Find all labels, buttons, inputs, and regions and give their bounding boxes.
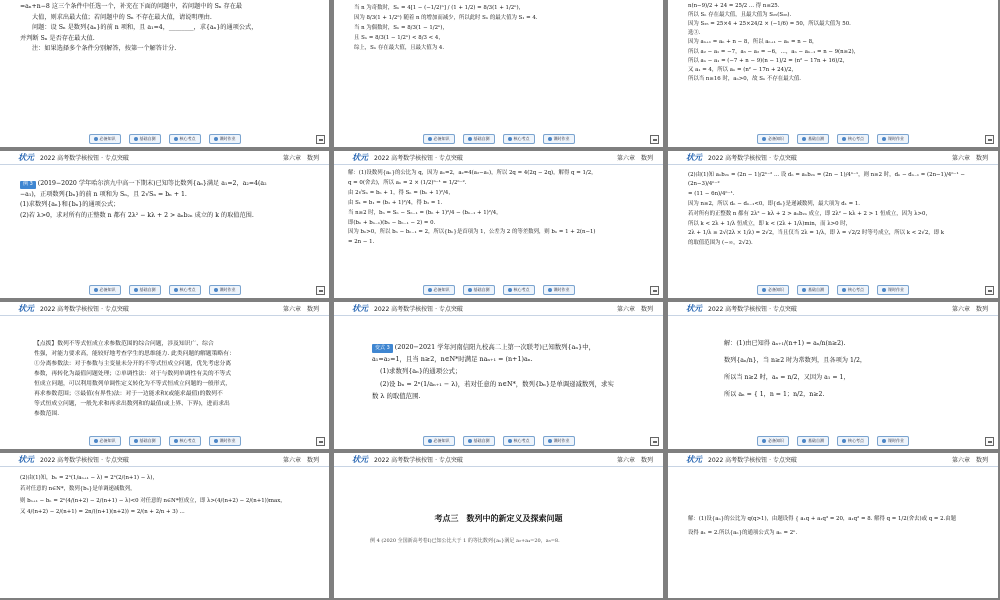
slide-2[interactable] [334, 0, 665, 149]
slide-6[interactable] [668, 151, 1000, 300]
example-tag: 例 3 [20, 181, 36, 189]
footer-button[interactable]: 必备知识 [757, 285, 789, 295]
bullet-icon [134, 439, 138, 443]
footer-button[interactable]: 基础自测 [797, 285, 829, 295]
text-line: 数 λ 的取值范围. [372, 391, 421, 400]
text-line: 又 4/(n+2) − 2/(n+1) = 2n/((n+1)(n+2)) = 2/(n + 2/n + 3) ... [20, 508, 185, 515]
bullet-icon [94, 288, 98, 292]
bullet-icon [802, 288, 806, 292]
text-line: 且 Sₙ = 8/3(1 − 1/2ⁿ) < 8/3 < 4， [354, 34, 444, 41]
text-line: 所以当 n≥16 时，aₙ>0，故 Sₙ 不存在最大值. [688, 75, 802, 82]
brand-logo: 状元 [18, 304, 34, 313]
text-line: (2)由(1)知，bₙ = 2ⁿ(1/aₙ₊₁ − λ) = 2ⁿ(2/(n+1) − λ)， [20, 475, 158, 481]
header-chapter: 第六章 数列 [282, 457, 319, 464]
text-line: 数列{aₙ/n}，当 n≥2 时为常数列，且各项为 1/2， [724, 357, 867, 365]
slide-9[interactable] [668, 302, 1000, 451]
footer-button[interactable]: 必备知识 [423, 134, 455, 144]
return-icon[interactable] [650, 135, 659, 144]
text-line: 当 n 为偶数时，Sₙ = 8/3(1 − 1/2ⁿ)， [354, 24, 448, 31]
text-line: 并判断 Sₙ 是否存在最大值. [20, 34, 95, 42]
header-title: 2022 高考数学核按钮 · 专点突破 [40, 306, 129, 313]
text-line: 例 3 (2019−2020 学年哈尔滨九中高一下期末)已知等比数列{aₙ}满足 a₁=2，a₂=4(a₂ [20, 179, 315, 189]
bullet-icon [508, 288, 512, 292]
slide-4[interactable] [0, 151, 331, 300]
text-line: =aₙ+n−8 这三个条件中任选一个，补充在下面的问题中，若问题中的 Sₙ 存在最 [20, 3, 243, 10]
text-line: 则 bₙ₊₁ − bₙ = 2ⁿ(4/(n+2) − 2/(n+1) − λ)<0 对任意的 n∈N*恒成立，即 λ>(4/(n+2) − 2/(n+1))max， [20, 497, 286, 504]
bullet-icon [548, 137, 552, 141]
footer-button[interactable]: 课时作业 [877, 285, 909, 295]
bullet-icon [548, 288, 552, 292]
footer-button[interactable]: 课时作业 [209, 134, 241, 144]
text-line: 例 4 (2020 全国新高考卷Ⅰ)已知公比大于 1 的等比数列{aₙ}满足 a₂+a₄=20，a₃=8. [370, 538, 560, 544]
text-line: 因为 aₙ₊₁ = aₙ + n − 8，所以 aₙ₊₁ − aₙ = n − 8， [688, 39, 818, 46]
footer-button[interactable]: 核心考点 [169, 436, 201, 446]
slide-footer [0, 282, 329, 298]
slide-footer [0, 433, 329, 449]
bullet-icon [762, 439, 766, 443]
bullet-icon [428, 137, 432, 141]
text-line: 问题：设 Sₙ 是数列{aₙ}的前 n 项和，且 a₁=4，________，求{aₙ}的通项公式， [32, 24, 258, 32]
brand-logo: 状元 [18, 455, 34, 464]
footer-button[interactable]: 课时作业 [543, 134, 575, 144]
bullet-icon [214, 137, 218, 141]
text-line: 若对任意的 n∈N*，数列{bₙ}是单调递减数列， [20, 486, 136, 493]
header-title: 2022 高考数学核按钮 · 专点突破 [374, 306, 463, 313]
text-line: 由 2√Sₙ = bₙ + 1，得 Sₙ = (bₙ + 1)²/4， [348, 189, 454, 196]
brand-logo: 状元 [352, 304, 368, 313]
text-line: 所以当 n≥2 时，aₙ = n/2，又因为 a₁ = 1， [724, 374, 850, 382]
text-line: 若对所有的正整数 n 都有 2λ² − kλ + 2 > aₙb₂ₙ 成立，即 2λ² − kλ + 2 > 1 恒成立，因为 λ>0， [688, 210, 931, 217]
bullet-icon [468, 137, 472, 141]
slide-body [348, 169, 649, 282]
footer-button[interactable]: 核心考点 [837, 436, 869, 446]
text-line: = (11 − 6n)/4ⁿ⁻¹. [688, 190, 735, 197]
header-title: 2022 高考数学核按钮 · 专点突破 [708, 306, 797, 313]
footer-button[interactable]: 必备知识 [423, 285, 455, 295]
return-icon[interactable] [316, 135, 325, 144]
footer-button[interactable]: 课时作业 [209, 436, 241, 446]
text-line: 因为 8/3(1 + 1/2ⁿ) 随着 n 的增加而减少，所以此时 Sₙ 的最大值为 S₁ = 4. [354, 14, 538, 21]
slide-10[interactable] [0, 453, 331, 600]
slide-1[interactable] [0, 0, 331, 149]
header-chapter: 第六章 数列 [282, 155, 319, 162]
bullet-icon [842, 137, 846, 141]
brand-logo: 状元 [686, 455, 702, 464]
slide-3[interactable] [668, 0, 1000, 149]
header-title: 2022 高考数学核按钮 · 专点突破 [40, 155, 129, 162]
bullet-icon [214, 288, 218, 292]
footer-button[interactable]: 基础自测 [129, 134, 161, 144]
text-line: 当 n≥2 时，bₙ = Sₙ − Sₙ₋₁ = (bₙ + 1)²/4 − (bₙ₋₁ + 1)²/4， [348, 209, 502, 216]
text-line: a₁=a₂=1，且当 n≥2，n∈N*时满足 naₙ₊₁ = (n+1)aₙ. [372, 355, 533, 364]
text-line: 因为 n≥2，所以 dₙ − dₙ₋₁<0，即{dₙ}是递减数列，最大项为 d₁ = 1. [688, 200, 861, 207]
header-title: 2022 高考数学核按钮 · 专点突破 [708, 457, 797, 464]
slide-footer [334, 131, 663, 147]
bullet-icon [94, 137, 98, 141]
footer-button[interactable]: 基础自测 [463, 134, 495, 144]
text-line: (1)求数列{aₙ}和{bₙ}的通项公式； [20, 201, 120, 209]
text-line: 大值，则求出最大值；若问题中的 Sₙ 不存在最大值，请说明理由. [32, 13, 212, 21]
footer-button[interactable]: 必备知识 [89, 436, 121, 446]
footer-button[interactable]: 课时作业 [543, 285, 575, 295]
header-chapter: 第六章 数列 [951, 155, 988, 162]
footer-button[interactable]: 基础自测 [463, 436, 495, 446]
footer-button[interactable]: 核心考点 [837, 134, 869, 144]
slide-footer [334, 282, 663, 298]
text-line: 等式恒成立问题，一般先求和再求出数列和的最值(或上界、下界)，进而求出 [34, 400, 230, 407]
footer-button[interactable]: 必备知识 [423, 436, 455, 446]
text-line: 所以 aₙ = { 1，n = 1；n/2，n≥2. [724, 391, 825, 399]
text-line: 即(bₙ + bₙ₋₁)(bₙ − bₙ₋₁ − 2) = 0. [348, 219, 436, 226]
text-line: 又 a₁ = 4，所以 aₙ = (n² − 17n + 24)/2， [688, 66, 797, 73]
footer-button[interactable]: 课时作业 [209, 285, 241, 295]
brand-logo: 状元 [686, 153, 702, 162]
bullet-icon [802, 439, 806, 443]
section-title: 考点三 数列中的新定义及探索问题 [434, 514, 563, 523]
text-line: 当 n 为奇数时，Sₙ = 4[1 − (−1/2)ⁿ] / (1 + 1/2) = 8/3(1 + 1/2ⁿ)， [354, 5, 525, 11]
text-line: 解：(1)设{aₙ}的公比为 q(q>1)，由题设得 { a₁q + a₁q³ = 20，a₁q² = 8. 解得 q = 1/2(舍去)或 q = 2.由题 [688, 516, 957, 522]
footer-button[interactable]: 核心考点 [503, 285, 535, 295]
bullet-icon [842, 439, 846, 443]
footer-button[interactable]: 核心考点 [169, 134, 201, 144]
bullet-icon [428, 439, 432, 443]
header-chapter: 第六章 数列 [616, 155, 653, 162]
text-line: 性强，对能力要求高，能较好地考查学生的思维能力. 此类问题的解题策略有： [34, 350, 235, 357]
bullet-icon [508, 439, 512, 443]
text-line: q = 0(舍去)，所以 aₙ = 2 × (1/2)ⁿ⁻¹ = 1/2ⁿ⁻². [348, 179, 467, 186]
return-icon[interactable] [650, 286, 659, 295]
text-line: n(n−9)/2 + 24 = 25/2 ... 得 n≤25. [688, 3, 780, 9]
text-line: 恒成立问题，可以利用数列单调性定义转化为不等式恒成立问题的一般形式， [34, 380, 232, 387]
brand-logo: 状元 [352, 153, 368, 162]
slide-8[interactable] [334, 302, 665, 451]
bullet-icon [214, 439, 218, 443]
slide-body [688, 2, 984, 131]
bullet-icon [508, 137, 512, 141]
return-icon[interactable] [316, 286, 325, 295]
footer-button[interactable]: 必备知识 [757, 436, 789, 446]
slide-body [20, 473, 315, 582]
text-line: 所以 a₂ − a₁ = −7，a₃ − a₂ = −6，…，aₙ − aₙ₋₁ = n − 9(n≥2)， [688, 48, 860, 55]
return-icon[interactable] [985, 135, 994, 144]
bullet-icon [468, 439, 472, 443]
bullet-icon [882, 137, 886, 141]
slide-footer [0, 131, 329, 147]
text-line: (2)由(1)知 aₙb₂ₙ = (2n − 1)/2ⁿ⁻² ... 设 dₙ = aₙb₂ₙ = (2n − 1)/4ⁿ⁻¹，则 n≥2 时，dₙ − dₙ₋₁ = (2n−1)/4ⁿ⁻¹ − (2n−3)/4ⁿ⁻² [688, 172, 965, 187]
slide-header [334, 453, 663, 467]
text-line: 因为 S₂₅ = 25×4 + 25×24/2 × (−1/6) = 50，所以最大值为 50. [688, 21, 851, 28]
return-icon[interactable] [985, 437, 994, 446]
footer-button[interactable]: 课时作业 [543, 436, 575, 446]
header-title: 2022 高考数学核按钮 · 专点突破 [374, 155, 463, 162]
slide-header [668, 453, 998, 467]
text-line: 选③. [688, 30, 701, 37]
slide-header [334, 302, 663, 316]
bullet-icon [174, 137, 178, 141]
return-icon[interactable] [650, 437, 659, 446]
text-line: ①分离参数法：对于参数与主变量未分开的不等式恒成立问题，优先考虑分离 [34, 360, 232, 367]
text-line: 综上，Sₙ 存在最大值，且最大值为 4. [354, 44, 445, 51]
text-line: 设得 a₁ = 2.所以{aₙ}的通项公式为 aₙ = 2ⁿ. [688, 529, 798, 536]
slide-header [0, 453, 329, 467]
return-icon[interactable] [985, 286, 994, 295]
slide-body [688, 513, 984, 582]
bullet-icon [762, 288, 766, 292]
slide-5[interactable] [334, 151, 665, 300]
header-title: 2022 高考数学核按钮 · 专点突破 [708, 155, 797, 162]
bullet-icon [802, 137, 806, 141]
text-line: 参数范围. [34, 410, 60, 417]
bullet-icon [134, 137, 138, 141]
bullet-icon [468, 288, 472, 292]
slide-header [668, 302, 998, 316]
return-icon[interactable] [316, 437, 325, 446]
bullet-icon [762, 137, 766, 141]
text-line: 所以 aₙ − a₁ = (−7 + n − 9)(n − 1)/2 = (n² − 17n + 16)/2， [688, 57, 849, 64]
text-line: 变式 3 (2020−2021 学年河南信阳九校高二上第一次联考)已知数列{aₙ}中， [372, 342, 649, 353]
footer-button[interactable]: 课时作业 [877, 134, 909, 144]
footer-button[interactable]: 核心考点 [169, 285, 201, 295]
slide-12[interactable] [668, 453, 1000, 600]
slide-body [20, 2, 315, 131]
footer-button[interactable]: 必备知识 [89, 285, 121, 295]
footer-button[interactable]: 核心考点 [503, 134, 535, 144]
slide-header [668, 151, 998, 165]
header-chapter: 第六章 数列 [951, 457, 988, 464]
slide-footer [668, 282, 998, 298]
slide-body [724, 336, 984, 433]
brand-logo: 状元 [352, 455, 368, 464]
text-line: (1)求数列{aₙ}的通项公式； [380, 367, 462, 376]
text-line: −a₁)，正项数列{bₙ}的前 n 项和为 Sₙ，且 2√Sₙ = bₙ + 1. [20, 190, 187, 198]
footer-button[interactable]: 必备知识 [757, 134, 789, 144]
bullet-icon [94, 439, 98, 443]
text-line: 因为 bₙ>0，所以 bₙ − bₙ₋₁ = 2，所以{bₙ}是首项为 1，公差为 2 的等差数列，则 bₙ = 1 + 2(n−1) [348, 229, 596, 236]
slide-7[interactable] [0, 302, 331, 451]
variant-tag: 变式 3 [372, 344, 393, 353]
footer-button[interactable]: 基础自测 [129, 436, 161, 446]
slide-body [688, 171, 984, 282]
bullet-icon [134, 288, 138, 292]
slide-footer [334, 433, 663, 449]
slide-header [334, 151, 663, 165]
brand-logo: 状元 [18, 153, 34, 162]
footer-button[interactable]: 基础自测 [797, 436, 829, 446]
header-title: 2022 高考数学核按钮 · 专点突破 [40, 457, 129, 464]
bullet-icon [174, 439, 178, 443]
bullet-icon [882, 439, 886, 443]
header-chapter: 第六章 数列 [616, 306, 653, 313]
slide-body [354, 4, 649, 131]
bullet-icon [174, 288, 178, 292]
text-line: 由 S₁ = b₁ = (b₁ + 1)²/4，得 b₁ = 1. [348, 199, 443, 206]
footer-button[interactable]: 必备知识 [89, 134, 121, 144]
header-chapter: 第六章 数列 [282, 306, 319, 313]
slide-11[interactable] [334, 453, 665, 600]
slide-header [0, 151, 329, 165]
text-line: = 2n − 1. [348, 239, 375, 246]
slide-header [0, 302, 329, 316]
text-line: 2λ + 1/λ ≥ 2√(2λ × 1/λ) = 2√2，当且仅当 2λ = 1/λ，即 λ = √2/2 时等号成立，所以 k < 2√2，即 k [688, 230, 945, 237]
text-line: 所以 Sₙ 存在最大值，且最大值为 S₂₅(S₂₆). [688, 12, 792, 19]
text-line: 【点拨】数列不等式恒成立求参数范围的综合问题，涉及知识广、综合 [34, 341, 214, 347]
slide-footer [668, 433, 998, 449]
text-line: 解：(1)设数列{aₙ}的公比为 q，因为 a₁=2，a₂=4(a₂−a₁)，所以 2q = 4(2q − 2q)，解得 q = 1/2， [348, 170, 597, 176]
footer-button[interactable]: 基础自测 [129, 285, 161, 295]
text-line: 的取值范围为 (−∞，2√2). [688, 240, 753, 247]
brand-logo: 状元 [686, 304, 702, 313]
footer-button[interactable]: 基础自测 [463, 285, 495, 295]
bullet-icon [842, 288, 846, 292]
footer-button[interactable]: 基础自测 [797, 134, 829, 144]
header-chapter: 第六章 数列 [951, 306, 988, 313]
slide-body [372, 342, 649, 433]
bullet-icon [882, 288, 886, 292]
text-line: 参数，再转化为最值问题处理；②单调性法：对于与数列单调性有关的不等式 [34, 370, 232, 377]
bullet-icon [428, 288, 432, 292]
footer-button[interactable]: 课时作业 [877, 436, 909, 446]
header-title: 2022 高考数学核按钮 · 专点突破 [374, 457, 463, 464]
text-line: 再求参数范围；③最值(有界性)法：对于一边能求和(或能求最值)的数列不 [34, 390, 223, 397]
slide-body [34, 340, 309, 433]
text-line: 注：如果选择多个条件分别解答，按第一个解答计分. [32, 45, 177, 53]
text-line: 所以 k < 2λ + 1/λ 恒成立，即 k < (2λ + 1/λ)min，而 λ>0 时， [688, 220, 852, 227]
bullet-icon [548, 439, 552, 443]
text-line: (2)设 bₙ = 2ⁿ(1/aₙ₊₁ − λ)，若对任意的 n∈N*，数列{bₙ}是单调递减数列，求实 [380, 379, 614, 388]
slide-body [20, 179, 315, 282]
footer-button[interactable]: 核心考点 [837, 285, 869, 295]
text-line: 解：(1)由已知得 aₙ₊₁/(n+1) = aₙ/n(n≥2). [724, 340, 846, 347]
footer-button[interactable]: 核心考点 [503, 436, 535, 446]
slide-footer [668, 131, 998, 147]
header-chapter: 第六章 数列 [616, 457, 653, 464]
text-line: (2)若 λ>0，求对所有的正整数 n 都有 2λ² − kλ + 2 > aₙb₂ₙ 成立的 k 的取值范围. [20, 211, 254, 219]
